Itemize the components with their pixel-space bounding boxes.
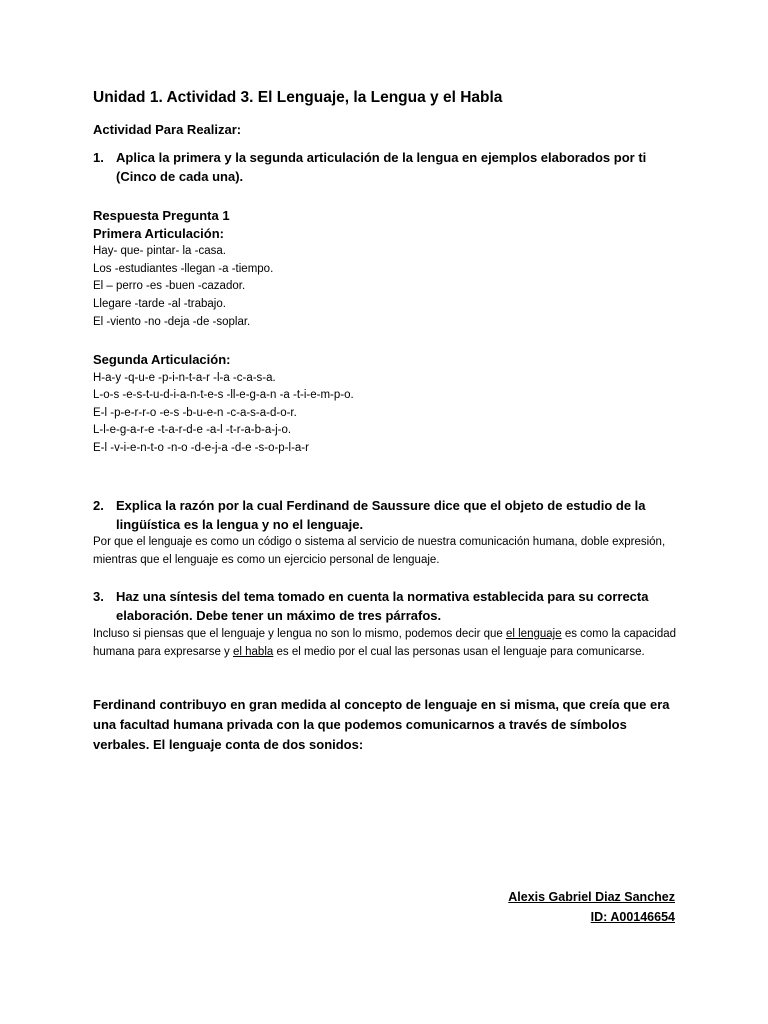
- page-title: Unidad 1. Actividad 3. El Lenguaje, la Lengua y el Habla: [93, 89, 503, 106]
- first-articulation-line: Los -estudiantes -llegan -a -tiempo.: [93, 263, 274, 275]
- second-articulation-line: E-l -p-e-r-r-o -e-s -b-u-e-n -c-a-s-a-d-o-r.: [93, 407, 297, 419]
- first-articulation-line: El -viento -no -deja -de -soplar.: [93, 316, 251, 328]
- question-2-text: Explica la razón por la cual Ferdinand de Saussure dice que el objeto de estudio de la lingüística es la lengua y no el lenguaje.: [116, 498, 646, 532]
- first-articulation-label: Primera Articulación:: [93, 226, 225, 241]
- second-articulation-line: L-l-e-g-a-r-e -t-a-r-d-e -a-l -t-r-a-b-a-j-o.: [93, 424, 292, 436]
- answer-1-heading: Respuesta Pregunta 1: [93, 208, 230, 223]
- answer-3-part: Incluso si piensas que el lenguaje y lengua no son lo mismo, podemos decir que: [93, 628, 506, 640]
- answer-3-text: [93, 626, 685, 661]
- question-1-text: Aplica la primera y la segunda articulación de la lengua en ejemplos elaborados por ti (Cinco de cada una).: [116, 150, 647, 184]
- first-articulation-line: Hay- que- pintar- la -casa.: [93, 245, 226, 257]
- question-3-text: Haz una síntesis del tema tomado en cuenta la normativa establecida para su correcta elaboración. Debe tener un máximo de tres párrafos.: [116, 589, 649, 623]
- second-articulation-label: Segunda Articulación:: [93, 352, 231, 367]
- first-articulation-line: El – perro -es -buen -cazador.: [93, 280, 246, 292]
- question-2-number: 2.: [93, 498, 104, 513]
- underlined-term-lenguaje: el lenguaje: [505, 628, 562, 640]
- answer-3-part: es como la capacidad humana para expresarse y: [93, 628, 677, 658]
- answer-2-text: Por que el lenguaje es como un código o sistema al servicio de nuestra comunicación humana, doble expresión, mientras que el lenguaje es como un ejercicio personal de lenguaje.: [93, 536, 666, 566]
- first-articulation-line: Llegare -tarde -al -trabajo.: [93, 298, 226, 310]
- question-3-number: 3.: [93, 589, 104, 604]
- second-articulation-line: E-l -v-i-e-n-t-o -n-o -d-e-j-a -d-e -s-o-p-l-a-r: [93, 442, 309, 454]
- second-articulation-line: H-a-y -q-u-e -p-i-n-t-a-r -l-a -c-a-s-a.: [93, 372, 276, 384]
- author-id: ID: A00146654: [590, 910, 675, 924]
- closing-paragraph: Ferdinand contribuyo en gran medida al concepto de lenguaje en si misma, que creía que era una facultad humana privada con la que podemos comunicarnos a través de símbolos verbales. El lenguaje conta de dos sonidos:: [93, 697, 670, 752]
- author-name: Alexis Gabriel Diaz Sanchez: [508, 890, 675, 904]
- underlined-term-habla: el habla: [233, 645, 274, 658]
- second-articulation-line: L-o-s -e-s-t-u-d-i-a-n-t-e-s -ll-e-g-a-n -a -t-i-e-m-p-o.: [93, 389, 354, 401]
- activity-label: Actividad Para Realizar:: [93, 122, 242, 137]
- question-1-number: 1.: [93, 150, 104, 165]
- answer-3-part: es el medio por el cual las personas usan el lenguaje para comunicarse.: [273, 645, 645, 658]
